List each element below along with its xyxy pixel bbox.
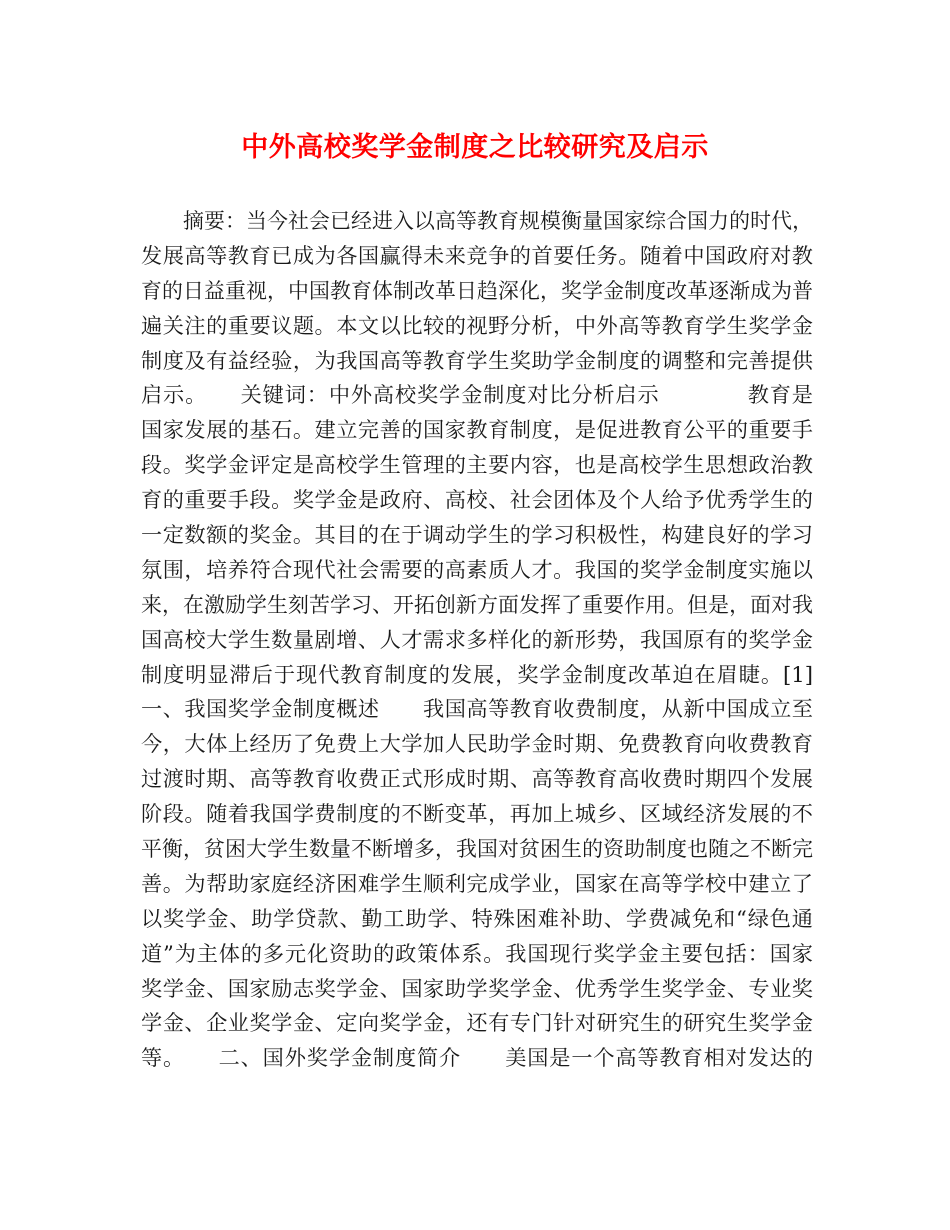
body-line: 等。 二、国外奖学金制度简介 美国是一个高等教育相对发达的 xyxy=(141,1045,813,1071)
body-line: 育的日益重视，中国教育体制改革日趋深化，奖学金制度改革逐渐成为普 xyxy=(141,278,813,303)
body-line: 奖学金、国家励志奖学金、国家助学奖学金、优秀学生奖学金、专业奖 xyxy=(141,975,813,1001)
body-line: 育的重要手段。奖学金是政府、高校、社会团体及个人给予优秀学生的 xyxy=(141,487,813,513)
body-line: 一、我国奖学金制度概述 我国高等教育收费制度，从新中国成立至 xyxy=(141,696,813,722)
body-line: 段。奖学金评定是高校学生管理的主要内容，也是高校学生思想政治教 xyxy=(141,452,813,478)
body-line: 启示。 关键词：中外高校奖学金制度对比分析启示 教育是 xyxy=(141,382,813,408)
body-line: 学金、企业奖学金、定向奖学金，还有专门针对研究生的研究生奖学金 xyxy=(141,1010,813,1036)
body-line: 一定数额的奖金。其目的在于调动学生的学习积极性，构建良好的学习 xyxy=(141,522,813,548)
body-line: 国高校大学生数量剧增、人才需求多样化的新形势，我国原有的奖学金 xyxy=(141,626,813,652)
body-line: 平衡，贫困大学生数量不断增多，我国对贫困生的资助制度也随之不断完 xyxy=(141,837,813,862)
body-line: 摘要：当今社会已经进入以高等教育规模衡量国家综合国力的时代， xyxy=(141,209,813,233)
document-body xyxy=(141,204,813,1076)
body-line: 制度明显滞后于现代教育制度的发展，奖学金制度改革迫在眉睫。[1] xyxy=(141,661,813,687)
body-line: 制度及有益经验，为我国高等教育学生奖助学金制度的调整和完善提供 xyxy=(141,347,813,373)
body-line: 氛围，培养符合现代社会需要的高素质人才。我国的奖学金制度实施以 xyxy=(141,556,813,582)
body-line: 今，大体上经历了免费上大学加人民助学金时期、免费教育向收费教育 xyxy=(141,731,813,757)
body-line: 善。为帮助家庭经济困难学生顺利完成学业，国家在高等学校中建立了 xyxy=(141,870,813,896)
body-line: 来，在激励学生刻苦学习、开拓创新方面发挥了重要作用。但是，面对我 xyxy=(141,592,813,617)
body-line: 阶段。随着我国学费制度的不断变革，再加上城乡、区域经济发展的不 xyxy=(141,801,813,827)
body-line: 发展高等教育已成为各国赢得未来竞争的首要任务。随着中国政府对教 xyxy=(141,242,813,268)
body-line: 道”为主体的多元化资助的政策体系。我国现行奖学金主要包括：国家 xyxy=(141,940,813,966)
body-line: 以奖学金、助学贷款、勤工助学、特殊困难补助、学费减免和“绿色通 xyxy=(141,905,813,931)
document-title: 中外高校奖学金制度之比较研究及启示 xyxy=(241,132,709,163)
body-line: 过渡时期、高等教育收费正式形成时期、高等教育高收费时期四个发展 xyxy=(141,766,813,792)
body-line: 国家发展的基石。建立完善的国家教育制度，是促进教育公平的重要手 xyxy=(141,417,813,443)
body-line: 遍关注的重要议题。本文以比较的视野分析，中外高等教育学生奖学金 xyxy=(141,312,813,338)
